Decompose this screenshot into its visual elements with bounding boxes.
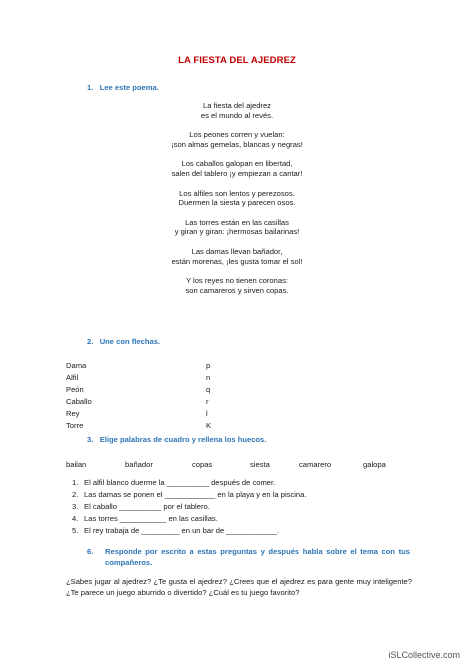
poem-line: Y los reyes no tienen coronas: bbox=[185, 276, 288, 286]
section-label: Une con flechas. bbox=[99, 337, 161, 346]
match-right-item: q bbox=[206, 385, 211, 394]
word-bank-item: bañador bbox=[125, 460, 153, 469]
footer-watermark: iSLCollective.com bbox=[388, 650, 460, 660]
sentence-text: El caballo __________ por el tablero. bbox=[84, 502, 210, 511]
match-right-item: K bbox=[206, 421, 212, 430]
sentence-item: 4. Las torres ___________ en las casillas. bbox=[72, 514, 218, 523]
match-right-item: n bbox=[206, 373, 211, 382]
section-number: 3. bbox=[87, 435, 94, 444]
poem-stanza bbox=[0, 247, 474, 266]
poem bbox=[0, 101, 474, 305]
section-1-heading bbox=[87, 83, 159, 92]
match-left-item: Dama bbox=[66, 361, 87, 370]
section-3-heading bbox=[87, 435, 266, 444]
page-title: LA FIESTA DEL AJEDREZ bbox=[178, 55, 296, 66]
poem-stanza bbox=[0, 189, 474, 208]
match-right-item: p bbox=[206, 361, 211, 370]
poem-line: están morenas, ¡les gusta tomar el sol! bbox=[171, 256, 303, 266]
poem-line: y giran y giran: ¡hermosas bailarinas! bbox=[174, 227, 300, 237]
section-number: 2. bbox=[87, 337, 94, 346]
section-label: Lee este poema. bbox=[99, 83, 159, 92]
section-2-heading bbox=[87, 337, 160, 346]
section-number: 1. bbox=[87, 83, 94, 92]
sentence-item: 1. El alfil blanco duerme la __________ después de comer. bbox=[72, 478, 276, 487]
section-6-heading bbox=[87, 546, 410, 568]
sentence-item: 2. Las damas se ponen el ____________ en la playa y en la piscina. bbox=[72, 490, 307, 499]
section-number: 6. bbox=[87, 547, 94, 556]
match-left-item: Rey bbox=[66, 409, 80, 418]
word-bank-item: copas bbox=[192, 460, 213, 469]
sentence-text: El rey trabaja de _________ en un bar de ____________. bbox=[84, 526, 280, 535]
sentence-item: 3. El caballo __________ por el tablero. bbox=[72, 502, 210, 511]
poem-stanza bbox=[0, 159, 474, 178]
poem-line: salen del tablero ¡y empiezan a cantar! bbox=[171, 168, 303, 178]
match-left-item: Torre bbox=[66, 421, 84, 430]
poem-line: La fiesta del ajedrez bbox=[203, 101, 271, 110]
word-bank-item: bailan bbox=[66, 460, 87, 469]
poem-line: Los peones corren y vuelan: bbox=[189, 130, 285, 140]
section-label: Responde por escrito a estas preguntas y después habla sobre el tema con tus compañeros. bbox=[105, 547, 410, 567]
match-right-item: l bbox=[206, 409, 208, 418]
poem-stanza bbox=[0, 218, 474, 237]
match-left-item: Alfil bbox=[66, 373, 79, 382]
word-bank-item: camarero bbox=[299, 460, 332, 469]
match-left-item: Caballo bbox=[66, 397, 92, 406]
poem-line: Duermen la siesta y parecen osos. bbox=[178, 198, 296, 208]
poem-line: es el mundo al revés. bbox=[200, 110, 274, 120]
poem-stanza bbox=[0, 130, 474, 149]
poem-line: Las damas llevan bañador, bbox=[191, 246, 283, 256]
section-label: Elige palabras de cuadro y rellena los huecos. bbox=[99, 435, 267, 444]
match-right-item: r bbox=[206, 397, 209, 406]
discussion-questions: ¿Sabes jugar al ajedrez? ¿Te gusta el ajedrez? ¿Crees que el ajedrez es para gente muy inteligente? ¿Te parece un juego aburrido o divertido? ¿Cuál es tu juego favorito? bbox=[66, 577, 412, 597]
word-bank-item: galopa bbox=[363, 460, 386, 469]
poem-line: son camareros y sirven copas. bbox=[185, 285, 289, 295]
poem-line: ¡son almas gemelas, blancas y negras! bbox=[171, 139, 303, 149]
poem-line: Los alfiles son lentos y perezosos. bbox=[179, 188, 295, 198]
sentence-item: 5. El rey trabaja de _________ en un bar de ____________. bbox=[72, 526, 280, 535]
poem-stanza bbox=[0, 276, 474, 295]
sentence-text: Las damas se ponen el ____________ en la playa y en la piscina. bbox=[84, 490, 307, 499]
sentence-text: Las torres ___________ en las casillas. bbox=[84, 514, 218, 523]
poem-stanza bbox=[0, 101, 474, 120]
poem-line: Los caballos galopan en libertad, bbox=[181, 159, 293, 169]
sentence-text: El alfil blanco duerme la __________ después de comer. bbox=[84, 478, 276, 487]
match-left-item: Peón bbox=[66, 385, 84, 394]
word-bank-item: siesta bbox=[250, 460, 270, 469]
poem-line: Las torres están en las casillas bbox=[185, 217, 289, 227]
